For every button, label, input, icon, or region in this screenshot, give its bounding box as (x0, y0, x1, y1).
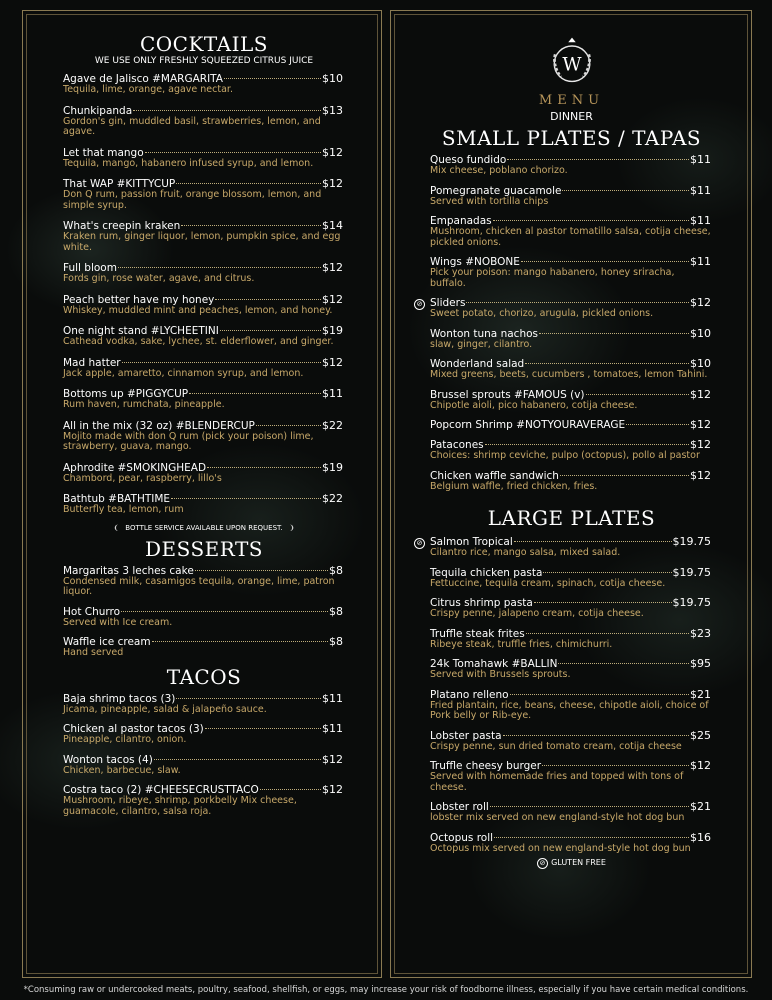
menu-item-name: Mad hatter (63, 356, 121, 369)
menu-item-header (430, 628, 711, 640)
small-plates-title: SMALL PLATES / TAPAS (441, 126, 702, 150)
menu-item-description: Tequila, lime, orange, agave nectar. (63, 84, 233, 95)
dot-leader (542, 765, 689, 766)
menu-item-header (63, 105, 343, 117)
menu-item-description: Choices: shrimp ceviche, pulpo (octopus), pollo al pastor (430, 450, 700, 461)
dot-leader (118, 267, 321, 268)
menu-item-price: $25 (690, 728, 711, 742)
menu-item-name: Wonton tacos (4) (63, 753, 153, 766)
menu-item-description: Rum haven, rumchata, pineapple. (63, 399, 225, 410)
menu-item (430, 689, 713, 722)
svg-text:W: W (561, 54, 582, 76)
menu-item-description: Chipotle aioli, pico habanero, cotija cheese. (430, 399, 638, 411)
menu-item-price: $12 (322, 783, 343, 796)
menu-item (430, 328, 713, 351)
menu-item-header (63, 357, 343, 369)
menu-item (63, 462, 345, 485)
menu-item-description: Pick your poison: mango habanero, honey sriracha, buffalo. (430, 267, 675, 289)
menu-item-description: Ribeye steak, truffle fries, chimichurri. (430, 638, 613, 650)
menu-item-name: What's creepin kraken (63, 220, 181, 232)
dot-leader (189, 393, 321, 394)
menu-item-description: Chambord, pear, raspberry, lillo's (63, 472, 222, 484)
menu-item-price: $11 (690, 183, 711, 197)
menu-item-price: $12 (322, 177, 343, 190)
menu-item-name: Margaritas 3 leches cake (63, 564, 194, 577)
menu-item-name: Popcorn Shrimp #NOTYOURAVERAGE (430, 419, 626, 431)
restaurant-logo (430, 32, 713, 92)
dot-leader (145, 152, 321, 153)
menu-item (63, 294, 345, 317)
dot-leader (133, 110, 321, 111)
menu-item-price: $12 (690, 468, 711, 482)
menu-item-header (430, 567, 711, 579)
menu-item-price: $11 (322, 722, 343, 735)
dot-leader (154, 759, 321, 760)
menu-item (416, 535, 713, 559)
menu-item-name: Wings #NOBONE (430, 256, 520, 268)
menu-item-description: Whiskey, muddled mint and peaches, lemon, and honey. (63, 304, 333, 316)
menu-item-header (430, 730, 711, 742)
menu-item-description: Octopus mix served on new england-style hot dog bun (430, 842, 691, 854)
menu-item-price: $11 (322, 691, 343, 705)
laurel-icon: ❩ (288, 523, 295, 532)
menu-item-header (63, 754, 343, 766)
menu-item-name: Baja shrimp tacos (3) (63, 692, 176, 705)
menu-item-description: Crispy penne, jalapeno cream, cotija cheese. (430, 608, 644, 619)
menu-item-description: Served with Brussels sprouts. (430, 669, 571, 680)
menu-item (63, 147, 345, 170)
menu-item-price: $12 (690, 438, 711, 451)
dot-leader (207, 467, 321, 468)
menu-item-name: Tequila chicken pasta (430, 566, 543, 579)
menu-item-name: Empanadas (430, 215, 492, 227)
menu-item-name: Hot Churro (63, 605, 121, 618)
menu-item-description: Tequila, mango, habanero infused syrup, and lemon. (63, 157, 314, 169)
menu-item-description: Crispy penne, sun dried tomato cream, cotija cheese (430, 740, 682, 752)
menu-item-name: Bathtub #BATHTIME (63, 493, 171, 505)
menu-item (430, 597, 713, 620)
gluten-free-icon: ⊘ (537, 858, 548, 869)
menu-item-name: Wonton tuna nachos (430, 327, 538, 340)
dot-leader (122, 362, 321, 363)
menu-item-price: $12 (690, 759, 711, 772)
menu-item (63, 388, 345, 411)
menu-item-price: $12 (322, 261, 343, 274)
menu-item-name: Platano relleno (430, 688, 509, 701)
menu-item (430, 760, 713, 793)
menu-item-name: One night stand #LYCHEETINI (63, 325, 219, 337)
menu-item (430, 358, 713, 381)
menu-item-price: $95 (690, 657, 711, 670)
dot-leader (176, 698, 321, 699)
dot-leader (485, 444, 689, 445)
menu-item-header (430, 389, 711, 401)
menu-item-price: $12 (690, 418, 711, 431)
dot-leader (256, 425, 321, 426)
menu-item-description: Mushroom, ribeye, shrimp, porkbelly Mix cheese, guamacole, cilantro, salsa roja. (63, 795, 297, 817)
menu-item-name: Sliders (430, 297, 466, 309)
dot-leader (176, 183, 321, 184)
dot-leader (260, 789, 321, 790)
menu-item-description: Hand served (63, 647, 124, 658)
food-safety-disclaimer: *Consuming raw or undercooked meats, poultry, seafood, shellfish, or eggs, may increase your risk of foodborne illness, especially if you have certain medical conditions. (23, 985, 749, 995)
desserts-list (63, 565, 345, 659)
menu-item-price: $8 (329, 604, 343, 618)
laurel-icon (544, 32, 600, 88)
menu-item-price: $23 (690, 626, 711, 640)
menu-item-price: $12 (322, 752, 343, 766)
menu-item-description: Pineapple, cilantro, onion. (63, 734, 187, 745)
menu-item-name: Peach better have my honey (63, 293, 215, 306)
dot-leader (558, 663, 689, 664)
gluten-free-icon: ⊘ (414, 299, 425, 310)
menu-item-name: Agave de Jalisco #MARGARITA (63, 73, 223, 85)
menu-item-description: lobster mix served on new england-style hot dog bun (430, 812, 685, 823)
cocktails-subtitle: WE USE ONLY FRESHLY SQUEEZED CITRUS JUICE (94, 56, 314, 66)
gluten-free-legend: ⊘ GLUTEN FREE (430, 858, 713, 869)
crown-icon (568, 38, 575, 43)
menu-item-price: $12 (690, 387, 711, 401)
menu-item-price: $11 (690, 214, 711, 227)
menu-item-description: Served with Ice cream. (63, 616, 173, 628)
menu-item-price: $12 (322, 355, 343, 369)
menu-item-description: slaw, ginger, cilantro. (430, 338, 533, 350)
dot-leader (195, 570, 328, 571)
menu-item (430, 730, 713, 753)
menu-item-price: $8 (329, 635, 343, 648)
menu-item-price: $12 (322, 292, 343, 306)
menu-item-name: Bottoms up #PIGGYCUP (63, 388, 189, 400)
menu-item-name: Lobster roll (430, 801, 489, 813)
menu-item-name: Salmon Tropical (430, 536, 513, 548)
menu-item-price: $16 (690, 830, 711, 844)
dot-leader (224, 78, 321, 79)
menu-item-name: Let that mango (63, 146, 144, 159)
menu-item-header (63, 420, 343, 432)
menu-item-header (430, 470, 711, 482)
menu-item (430, 832, 713, 855)
dinner-label: DINNER (550, 110, 593, 123)
dot-leader (534, 602, 672, 603)
menu-item-description: Condensed milk, casamigos tequila, orange, lime, patron liquor. (63, 575, 335, 597)
dot-leader (521, 261, 689, 262)
dot-leader (525, 363, 689, 364)
menu-item (430, 154, 713, 177)
menu-item-description: Sweet potato, chorizo, arugula, pickled onions. (430, 308, 654, 319)
large-plates-list (416, 535, 713, 854)
menu-item-price: $21 (690, 687, 711, 701)
menu-item-header (63, 606, 343, 618)
dot-leader (494, 837, 689, 838)
menu-item-price: $19 (322, 324, 343, 337)
menu-item (430, 389, 713, 412)
menu-item-description: Fettuccine, tequila cream, spinach, cotija cheese. (430, 577, 666, 589)
menu-item-price: $22 (322, 418, 343, 432)
menu-item-name: Truffle cheesy burger (430, 760, 542, 772)
menu-item-description: Belgium waffle, fried chicken, fries. (430, 480, 598, 492)
cocktails-title: COCKTAILS (139, 32, 268, 56)
cocktails-list (63, 73, 345, 516)
menu-item (63, 178, 345, 211)
menu-item-header (63, 294, 343, 306)
dot-leader (152, 641, 328, 642)
menu-item (63, 606, 345, 629)
menu-item-description: Served with homemade fries and topped with tons of cheese. (430, 771, 684, 793)
menu-item-name: Waffle ice cream (63, 636, 151, 648)
menu-item-description: Chicken, barbecue, slaw. (63, 764, 181, 776)
menu-item-header (63, 147, 343, 159)
dot-leader (220, 330, 321, 331)
menu-item-price: $12 (322, 145, 343, 159)
menu-item-name: Aphrodite #SMOKINGHEAD (63, 461, 207, 474)
menu-item-header (63, 693, 343, 705)
menu-item-name: Chunkipanda (63, 104, 133, 117)
menu-item-name: 24k Tomahawk #BALLIN (430, 658, 558, 670)
menu-item-header (63, 565, 343, 577)
menu-item-header (430, 419, 711, 431)
menu-item-description: Jicama, pineapple, salad & jalapeño sauce. (63, 703, 267, 715)
menu-item-price: $21 (690, 800, 711, 813)
menu-item (430, 419, 713, 431)
menu-item-description: Fried plantain, rice, beans, cheese, chipotle aioli, choice of Pork belly or Rib-eye. (430, 699, 709, 721)
menu-item-price: $19.75 (672, 535, 711, 548)
menu-item-price: $19.75 (672, 565, 711, 579)
dot-leader (490, 806, 689, 807)
menu-item-name: Citrus shrimp pasta (430, 597, 533, 609)
menu-item (63, 784, 345, 817)
dot-leader (503, 735, 689, 736)
menu-item-description: Gordon's gin, muddled basil, strawberries, lemon, and agave. (63, 115, 321, 137)
menu-item (63, 325, 345, 348)
menu-item-description: Mojito made with don Q rum (pick your poison) lime, strawberry, guava, mango. (63, 430, 314, 452)
menu-item (63, 693, 345, 716)
menu-item-name: Octopus roll (430, 831, 494, 844)
menu-item-name: Full bloom (63, 262, 117, 274)
dot-leader (510, 694, 689, 695)
large-plates-title: LARGE PLATES (487, 506, 656, 530)
menu-item (63, 220, 345, 253)
dot-leader (171, 498, 321, 499)
menu-item (430, 215, 713, 248)
menu-item-price: $10 (690, 326, 711, 340)
dot-leader (514, 541, 672, 542)
menu-item-description: Cathead vodka, sake, lychee, st. elderflower, and ginger. (63, 336, 334, 347)
menu-item-name: That WAP #KITTYCUP (63, 178, 176, 190)
menu-item-name: Chicken waffle sandwich (430, 469, 559, 482)
menu-item-name: Pomegranate guacamole (430, 184, 562, 197)
menu-item (63, 723, 345, 746)
menu-item-header (430, 832, 711, 844)
menu-item (63, 754, 345, 777)
menu-item-name: Truffle steak frites (430, 627, 525, 640)
menu-item-price: $19 (322, 460, 343, 474)
menu-item-description: Don Q rum, passion fruit, orange blossom, lemon, and simple syrup. (63, 189, 322, 211)
small-plates-list (416, 153, 713, 492)
menu-item-description: Mushroom, chicken al pastor tomatillo salsa, cotija cheese, pickled onions. (430, 226, 711, 248)
dot-leader (507, 159, 689, 160)
menu-item-name: All in the mix (32 oz) #BLENDERCUP (63, 419, 255, 432)
dot-leader (562, 190, 689, 191)
menu-item-header (430, 185, 711, 197)
laurel-icon: ❨ (113, 523, 120, 532)
dot-leader (543, 572, 671, 573)
menu-item-price: $19.75 (672, 596, 711, 609)
menu-item (430, 567, 713, 590)
menu-item-price: $10 (322, 72, 343, 85)
dot-leader (586, 394, 689, 395)
menu-item-name: Lobster pasta (430, 729, 502, 742)
menu-item-description: Cilantro rice, mango salsa, mixed salad. (430, 547, 621, 558)
menu-item (430, 185, 713, 208)
dot-leader (121, 611, 328, 612)
dot-leader (205, 728, 321, 729)
menu-item (416, 296, 713, 320)
menu-item (63, 105, 345, 138)
menu-item-price: $11 (690, 255, 711, 268)
menu-item-price: $12 (690, 296, 711, 309)
menu-item (430, 256, 713, 289)
menu-item-header (430, 328, 711, 340)
menu-item-name: Costra taco (2) #CHEESECRUSTTACO (63, 784, 259, 796)
dot-leader (493, 220, 689, 221)
menu-wordmark: MENU (538, 93, 605, 108)
menu-item-header (63, 462, 343, 474)
menu-item-name: Queso fundido (430, 154, 507, 166)
gluten-free-icon: ⊘ (414, 538, 425, 549)
dot-leader (539, 333, 689, 334)
menu-item-header (430, 689, 711, 701)
menu-item-price: $8 (329, 563, 343, 577)
desserts-title: DESSERTS (144, 536, 264, 561)
menu-item-name: Chicken al pastor tacos (3) (63, 723, 204, 735)
dot-leader (560, 475, 689, 476)
menu-item-price: $11 (690, 153, 711, 166)
right-column (416, 32, 713, 869)
menu-item-price: $22 (322, 492, 343, 505)
menu-item-description: Jack apple, amaretto, cinnamon syrup, and lemon. (63, 367, 304, 379)
menu-item (63, 73, 345, 96)
menu-item-name: Wonderland salad (430, 358, 525, 370)
menu-item-description: Served with tortilla chips (430, 195, 549, 207)
dot-leader (215, 299, 321, 300)
menu-item (63, 262, 345, 285)
menu-item (430, 628, 713, 651)
menu-item-description: Butterfly tea, lemon, rum (63, 504, 184, 515)
bottle-service-note: ❨ BOTTLE SERVICE AVAILABLE UPON REQUEST. ❩ (113, 523, 295, 532)
menu-item-description: Fords gin, rose water, agave, and citrus. (63, 273, 255, 284)
menu-item (63, 565, 345, 598)
menu-item-description: Mixed greens, beets, cucumbers , tomatoes, lemon Tahini. (430, 369, 708, 380)
dot-leader (181, 225, 321, 226)
tacos-list (63, 693, 345, 818)
menu-item-price: $11 (322, 387, 343, 400)
menu-item-description: Mix cheese, poblano chorizo. (430, 165, 568, 176)
menu-item (63, 493, 345, 516)
dot-leader (466, 302, 689, 303)
menu-item-name: Brussel sprouts #FAMOUS (v) (430, 388, 585, 401)
menu-item-price: $13 (322, 103, 343, 117)
menu-item (63, 357, 345, 380)
menu-item-description: Kraken rum, ginger liquor, lemon, pumpkin spice, and egg white. (63, 231, 341, 253)
dot-leader (626, 424, 689, 425)
menu-item-price: $14 (322, 219, 343, 232)
menu-item (63, 420, 345, 453)
left-column (63, 32, 345, 817)
tacos-title: TACOS (166, 664, 242, 689)
menu-item (430, 658, 713, 681)
menu-item-name: Patacones (430, 439, 484, 451)
menu-item-price: $10 (690, 357, 711, 370)
dot-leader (526, 633, 689, 634)
menu-item (430, 801, 713, 824)
menu-item (63, 636, 345, 659)
menu-item (430, 439, 713, 462)
menu-item (430, 470, 713, 493)
